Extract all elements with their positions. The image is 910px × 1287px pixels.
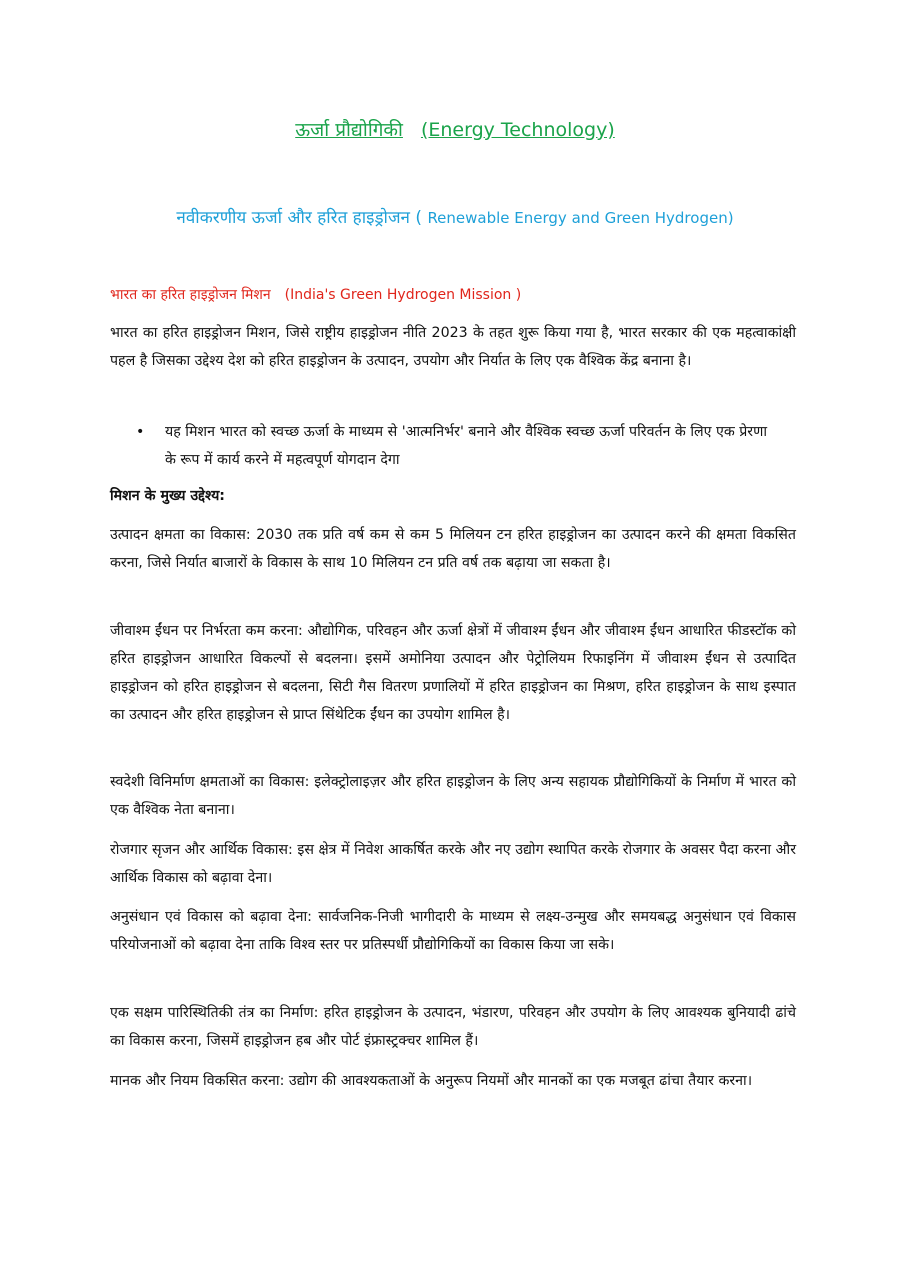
objective-paragraph: अनुसंधान एवं विकास को बढ़ावा देना: सार्वजनिक-निजी भागीदारी के माध्यम से लक्ष्य-उन्मुख और समयबद्ध अनुसंधान एवं विकास परियोजनाओं को बढ़ावा देना ताकि विश्व स्तर पर प्रतिस्पर्धी प्रौद्योगिकियों का विकास किया जा सके।	[110, 909, 796, 953]
objectives-heading: मिशन के मुख्य उद्देश्य:	[110, 488, 225, 504]
bullet-dot-icon: •	[136, 424, 145, 440]
section-heading	[110, 285, 521, 304]
page-title-hindi: ऊर्जा प्रौद्योगिकी	[295, 119, 403, 141]
objective-paragraph: स्वदेशी विनिर्माण क्षमताओं का विकास: इलेक्ट्रोलाइज़र और हरित हाइड्रोजन के लिए अन्य सहायक प्रौद्योगिकियों के निर्माण में भारत को एक वैश्विक नेता बनाना।	[110, 774, 796, 818]
section-heading-english: (India's Green Hydrogen Mission )	[284, 287, 522, 303]
intro-paragraph: भारत का हरित हाइड्रोजन मिशन, जिसे राष्ट्रीय हाइड्रोजन नीति 2023 के तहत शुरू किया गया है, भारत सरकार की एक महत्वाकांक्षी पहल है जिसका उद्देश्य देश को हरित हाइड्रोजन के उत्पादन, उपयोग और निर्यात के लिए एक वैश्विक केंद्र बनाना है।	[110, 325, 796, 369]
bullet-text: यह मिशन भारत को स्वच्छ ऊर्जा के माध्यम से 'आत्मनिर्भर' बनाने और वैश्विक स्वच्छ ऊर्जा परिवर्तन के लिए एक प्रेरणा के रूप में कार्य करने में महत्वपूर्ण योगदान देगा	[165, 424, 768, 468]
page-title	[0, 116, 910, 142]
subtitle-english: Renewable Energy and Green Hydrogen)	[427, 209, 734, 227]
objective-paragraph: मानक और नियम विकसित करना: उद्योग की आवश्यकताओं के अनुरूप नियमों और मानकों का एक मजबूत ढांचा तैयार करना।	[110, 1073, 753, 1089]
objective-paragraph: जीवाश्म ईंधन पर निर्भरता कम करना: औद्योगिक, परिवहन और ऊर्जा क्षेत्रों में जीवाश्म ईंधन और जीवाश्म ईंधन आधारित फीडस्टॉक को हरित हाइड्रोजन आधारित विकल्पों से बदलना। इसमें अमोनिया उत्पादन और पेट्रोलियम रिफाइनिंग में जीवाश्म ईंधन से उत्पादित हाइड्रोजन को हरित हाइड्रोजन से बदलना, सिटी गैस वितरण प्रणालियों में हरित हाइड्रोजन का मिश्रण, हरित हाइड्रोजन के साथ इस्पात का उत्पादन और हरित हाइड्रोजन से प्राप्त सिंथेटिक ईंधन का उपयोग शामिल है।	[110, 623, 796, 723]
objective-paragraph: रोजगार सृजन और आर्थिक विकास: इस क्षेत्र में निवेश आकर्षित करके और नए उद्योग स्थापित करके रोजगार के अवसर पैदा करना और आर्थिक विकास को बढ़ावा देना।	[110, 842, 796, 886]
page-subtitle	[0, 205, 910, 228]
bullet-item	[136, 418, 776, 474]
objective-paragraph: उत्पादन क्षमता का विकास: 2030 तक प्रति वर्ष कम से कम 5 मिलियन टन हरित हाइड्रोजन का उत्पादन करने की क्षमता विकसित करना, जिसे निर्यात बाजारों के विकास के साथ 10 मिलियन टन प्रति वर्ष तक बढ़ाया जा सकता है।	[110, 527, 796, 571]
section-heading-hindi: भारत का हरित हाइड्रोजन मिशन	[110, 287, 271, 303]
page-title-english: (Energy Technology)	[420, 119, 615, 141]
objective-paragraph: एक सक्षम पारिस्थितिकी तंत्र का निर्माण: हरित हाइड्रोजन के उत्पादन, भंडारण, परिवहन और उपयोग के लिए आवश्यक बुनियादी ढांचे का विकास करना, जिसमें हाइड्रोजन हब और पोर्ट इंफ्रास्ट्रक्चर शामिल हैं।	[110, 1005, 796, 1049]
subtitle-hindi: नवीकरणीय ऊर्जा और हरित हाइड्रोजन (	[176, 208, 423, 228]
